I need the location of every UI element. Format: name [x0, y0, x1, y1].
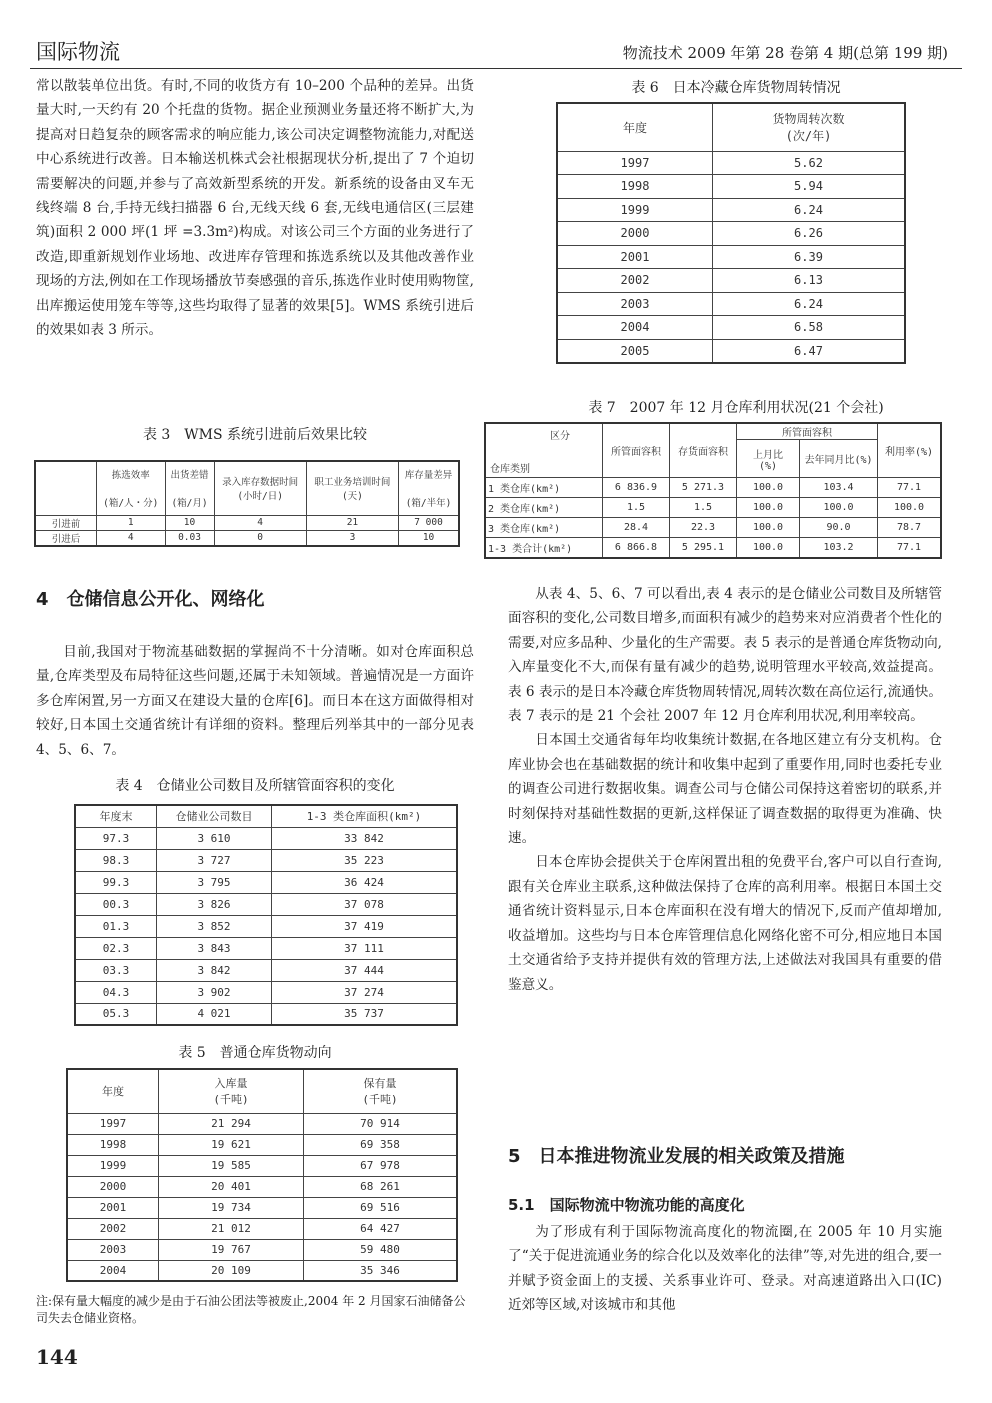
table6-container	[556, 102, 906, 364]
paragraph: 常以散装单位出货。有时,不同的收货方有 10–200 个品种的差异。出货量大时,一天约有 20 个托盘的货物。据企业预测业务量还将不断扩大,为提高对日趋复杂的顾客需求的响应能力,该公司决定调整物流能力,对配送中心系统进行改善。日本输送机株式会社根据现状分析,提出了 7 个迫切需要解决的问题,并参与了高效新型系统的开发。新系统的设备由叉车无线终端 8 台,手持无线扫描器 6 台,无线天线 6 套,无线电通信区(三层建筑)面积 2 000 坪(1 坪 =3.3m²)构成。对该公司三个方面的业务进行了改造,即重新规划作业场地、改进库存管理和拣选系统以及其他改善作业现场的方法,例如在工作现场播放节奏感强的音乐,拣选作业时使用购物筐,出库搬运使用笼车等等,这些均取得了显著的效果[5]。WMS 系统引进后的效果如表 3 所示。	[36, 78, 474, 339]
page-number: 144	[36, 1345, 78, 1369]
table-row	[67, 1113, 457, 1134]
table-row	[67, 1155, 457, 1176]
table-cell: 21 012	[159, 1218, 304, 1239]
table-row	[75, 871, 457, 893]
table-cell: 02.3	[75, 937, 157, 959]
table-cell: 2001	[557, 245, 713, 269]
table-cell: 04.3	[75, 981, 157, 1003]
table3-container	[34, 460, 460, 547]
table-row	[557, 151, 905, 175]
table-cell: 6.13	[713, 269, 906, 293]
table-cell: 67 978	[304, 1155, 458, 1176]
table-cell: 2003	[557, 292, 713, 316]
table-cell: 2005	[557, 339, 713, 363]
section5-text	[508, 1220, 942, 1318]
table7: 区分 仓库类别 所管面容积 存货面容积 所管面容积 利用率(%) 上月比 (%) 去年同月比(%) 1 类仓库(km²) 6 836.9 5 271.3 100.0 103.4 77.1 2 类仓库(km²) 1.5 1.5 100.0 100.0 100.0 3 类仓库(km²) 28.4 22.3 100.0 90.0 78.7 1-3 类合计(km²) 6 866.8 5 295.1 100.0 103.2 77.1	[484, 422, 942, 559]
table7-caption: 表 7 2007 年 12 月仓库利用状况(21 个会社)	[588, 400, 884, 416]
table-cell: 37 078	[272, 893, 458, 915]
table3-header: 出货差错 (箱/月)	[165, 461, 214, 515]
section5-1-heading: 5.1 国际物流中物流功能的高度化	[508, 1196, 745, 1214]
table-cell: 3 852	[157, 915, 272, 937]
table3-header: 拣选效率 (箱/人・分)	[97, 461, 166, 515]
paragraph: 日本仓库协会提供关于仓库闲置出租的免费平台,客户可以自行查询,跟有关仓库业主联系,这种做法保持了仓库的高利用率。根据日本国土交通省统计资料显示,日本仓库面积在没有增大的情况下,反而产值却增加,收益增加。这些均与日本仓库管理信息化网络化密不可分,相应地日本国土交通省给予支持并提供有效的管理方法,上述做法对我国具有重要的借鉴意义。	[508, 854, 942, 993]
paragraph: 为了形成有利于国际物流高度化的物流圈,在 2005 年 10 月实施了“关于促进流通业务的综合化以及效率化的法律”等,对先进的组合,要一并赋予资金面上的支援、关系事业许可、登录。对高速道路出入口(IC)近郊等区域,对该城市和其他	[508, 1224, 942, 1314]
table-cell: 90.0	[800, 518, 878, 538]
table-cell: 3 795	[157, 871, 272, 893]
table4: 年度末 仓储业公司数目 1-3 类仓库面积(km²) 97.3 3 610 33 842 98.3 3 727 35 223 99.3 3 795 36 424 00.3 3 826 37 078 01.3 3 852 37 419 02.3 3 843 37 111 03.3 3 842 37 444 04.3 3 902 37 274 05.3 4 021 35 737	[74, 804, 458, 1026]
table-row	[485, 538, 941, 558]
table-cell: 19 621	[159, 1134, 304, 1155]
table4-caption: 表 4 仓储业公司数目及所辖管面容积的变化	[115, 778, 395, 794]
table5: 年度 入库量 (千吨) 保有量 (千吨) 1997 21 294 70 914 1998 19 621 69 358 1999 19 585 67 978 2000 20 401 68 261 2001 19 734 69 516 2002 21 012 64 427 2003 19 767 59 480 2004 20 109 35 346	[66, 1068, 458, 1282]
table-cell: 01.3	[75, 915, 157, 937]
table-cell: 37 444	[272, 959, 458, 981]
table3-header: 库存量差异 (箱/半年)	[399, 461, 459, 515]
section4-heading: 4 仓储信息公开化、网络化	[36, 589, 265, 610]
table-cell: 69 358	[304, 1134, 458, 1155]
table-cell: 100.0	[737, 518, 800, 538]
table-cell: 19 767	[159, 1239, 304, 1260]
table-row	[75, 849, 457, 871]
table-cell: 28.4	[603, 518, 670, 538]
table5-container	[66, 1068, 458, 1282]
table-cell: 1998	[557, 175, 713, 199]
table-cell: 5 271.3	[670, 478, 737, 498]
table-cell: 5.94	[713, 175, 906, 199]
table-cell: 1 类仓库(km²)	[485, 478, 603, 498]
table-row	[557, 175, 905, 199]
table-cell: 1999	[67, 1155, 159, 1176]
table-cell: 100.0	[737, 538, 800, 558]
table-row	[557, 269, 905, 293]
table-cell: 6 866.8	[603, 538, 670, 558]
table-row	[75, 959, 457, 981]
table-row	[557, 292, 905, 316]
table-row	[67, 1197, 457, 1218]
left-top-text-block	[36, 74, 474, 342]
table-cell: 36 424	[272, 871, 458, 893]
table-cell: 6.24	[713, 292, 906, 316]
table-row	[557, 222, 905, 246]
right-text-block	[508, 582, 942, 997]
table-row	[485, 498, 941, 518]
table-cell: 5.62	[713, 151, 906, 175]
table-row	[75, 937, 457, 959]
table-row	[75, 893, 457, 915]
section5-heading: 5 日本推进物流业发展的相关政策及措施	[508, 1146, 845, 1167]
table-cell: 2001	[67, 1197, 159, 1218]
table-row	[557, 316, 905, 340]
table3-caption: 表 3 WMS 系统引进前后效果比较	[142, 427, 368, 443]
table-cell: 2003	[67, 1239, 159, 1260]
table-cell: 2004	[67, 1260, 159, 1281]
table-cell: 00.3	[75, 893, 157, 915]
table-cell: 2000	[67, 1176, 159, 1197]
table4-container	[74, 804, 458, 1026]
table-cell: 98.3	[75, 849, 157, 871]
table-cell: 1998	[67, 1134, 159, 1155]
table-cell: 37 274	[272, 981, 458, 1003]
table3	[34, 460, 460, 547]
table-cell: 33 842	[272, 827, 458, 849]
table-cell: 20 401	[159, 1176, 304, 1197]
table-cell: 03.3	[75, 959, 157, 981]
table-cell: 4 021	[157, 1003, 272, 1025]
table-row	[67, 1260, 457, 1281]
table-cell: 3 610	[157, 827, 272, 849]
table7-corner: 区分 仓库类别	[485, 423, 603, 478]
journal-info: 物流技术 2009 年第 28 卷第 4 期(总第 199 期)	[622, 44, 948, 62]
table-row	[67, 1134, 457, 1155]
table-cell: 3 902	[157, 981, 272, 1003]
table-cell: 2 类仓库(km²)	[485, 498, 603, 518]
table-cell: 2002	[557, 269, 713, 293]
table-cell: 1.5	[670, 498, 737, 518]
table-cell: 05.3	[75, 1003, 157, 1025]
table-row	[75, 915, 457, 937]
paragraph: 目前,我国对于物流基础数据的掌握尚不十分清晰。如对仓库面积总量,仓库类型及布局特征这些问题,还属于未知领域。普遍情况是一方面许多仓库闲置,另一方面又在建设大量的仓库[6]。而日本在这方面做得相对较好,日本国土交通省统计有详细的资料。整理后列举其中的一部分见表 4、5、6、7。	[36, 644, 474, 758]
paragraph: 从表 4、5、6、7 可以看出,表 4 表示的是仓储业公司数目及所辖管面容积的变化,公司数目增多,而面积有减少的趋势来对应消费者个性化的需要,对应多品种、少量化的生产需要。表 5 表示的是普通仓库货物动向,入库量变化不大,而保有量有减少的趋势,说明管理水平较高,效益提高。表 6 表示的是日本冷藏仓库货物周转情况,周转次数在高位运行,流通快。表 7 表示的是 21 个会社 2007 年 12 月仓库利用状况,利用率较高。	[508, 586, 942, 725]
table-cell: 6.39	[713, 245, 906, 269]
table-row	[557, 198, 905, 222]
table6: 年度 货物周转次数 (次/年) 1997 5.62 1998 5.94 1999 6.24 2000 6.26 2001 6.39 2002 6.13 2003 6.24 2004 6.58 2005 6.47	[556, 102, 906, 364]
table-cell: 97.3	[75, 827, 157, 849]
table-cell: 69 516	[304, 1197, 458, 1218]
table-cell: 78.7	[878, 518, 942, 538]
table-cell: 59 480	[304, 1239, 458, 1260]
table-cell: 3 类仓库(km²)	[485, 518, 603, 538]
table3-header: 职工业务培训时间 (天)	[306, 461, 398, 515]
table-row: 引进后 4 0.03 0 3 10	[35, 530, 459, 546]
table-cell: 20 109	[159, 1260, 304, 1281]
table-cell: 6.58	[713, 316, 906, 340]
table6-caption: 表 6 日本冷藏仓库货物周转情况	[631, 80, 841, 96]
table-row	[557, 245, 905, 269]
table-cell: 35 223	[272, 849, 458, 871]
table-cell: 100.0	[737, 498, 800, 518]
table-cell: 6.24	[713, 198, 906, 222]
table-cell: 35 737	[272, 1003, 458, 1025]
table7-container	[484, 422, 942, 559]
table-cell: 5 295.1	[670, 538, 737, 558]
table-cell: 37 111	[272, 937, 458, 959]
paragraph: 日本国土交通省每年均收集统计数据,在各地区建立有分支机构。仓库业协会也在基础数据的统计和收集中起到了重要作用,同时也委托专业的调查公司进行数据收集。调查公司与仓储公司保持这着密切的联系,并时刻保持对基础性数据的更新,这样保证了调查数据的取得更为准确、快速。	[508, 732, 942, 847]
table-cell: 22.3	[670, 518, 737, 538]
table5-caption: 表 5 普通仓库货物动向	[178, 1045, 332, 1061]
table-cell: 64 427	[304, 1218, 458, 1239]
table-row	[557, 339, 905, 363]
table-row	[75, 827, 457, 849]
section4-text	[36, 640, 474, 762]
table-cell: 100.0	[800, 498, 878, 518]
table-cell: 3 842	[157, 959, 272, 981]
table-row: 引进前 1 10 4 21 7 000	[35, 515, 459, 530]
table5-note: 注:保有量大幅度的减少是由于石油公团法等被废止,2004 年 2 月国家石油储备公司失去仓储业资格。	[36, 1294, 466, 1325]
table-cell: 2000	[557, 222, 713, 246]
table-cell: 100.0	[878, 498, 942, 518]
table-cell: 19 585	[159, 1155, 304, 1176]
table-cell: 99.3	[75, 871, 157, 893]
table-cell: 1.5	[603, 498, 670, 518]
table-row	[485, 478, 941, 498]
table-cell: 6.26	[713, 222, 906, 246]
table-cell: 1-3 类合计(km²)	[485, 538, 603, 558]
table-row	[67, 1239, 457, 1260]
table-cell: 35 346	[304, 1260, 458, 1281]
table-row	[75, 1003, 457, 1025]
table-cell: 6 836.9	[603, 478, 670, 498]
table-row	[67, 1176, 457, 1197]
table-cell: 3 826	[157, 893, 272, 915]
table-cell: 77.1	[878, 478, 942, 498]
table-cell: 103.4	[800, 478, 878, 498]
table-cell: 1999	[557, 198, 713, 222]
table-cell: 3 843	[157, 937, 272, 959]
table-cell: 77.1	[878, 538, 942, 558]
table-cell: 19 734	[159, 1197, 304, 1218]
table-cell: 68 261	[304, 1176, 458, 1197]
table-cell: 103.2	[800, 538, 878, 558]
table3-corner	[35, 461, 97, 515]
table-cell: 70 914	[304, 1113, 458, 1134]
section-title: 国际物流	[36, 40, 120, 64]
table-row	[67, 1218, 457, 1239]
table3-header: 录入库存数据时间 (小时/日)	[214, 461, 306, 515]
table-cell: 1997	[557, 151, 713, 175]
table-cell: 21 294	[159, 1113, 304, 1134]
header-divider	[30, 68, 962, 69]
table-cell: 6.47	[713, 339, 906, 363]
table-cell: 2002	[67, 1218, 159, 1239]
table-cell: 37 419	[272, 915, 458, 937]
table-row	[485, 518, 941, 538]
table-cell: 3 727	[157, 849, 272, 871]
table-cell: 2004	[557, 316, 713, 340]
table-cell: 1997	[67, 1113, 159, 1134]
table-row	[75, 981, 457, 1003]
table-cell: 100.0	[737, 478, 800, 498]
